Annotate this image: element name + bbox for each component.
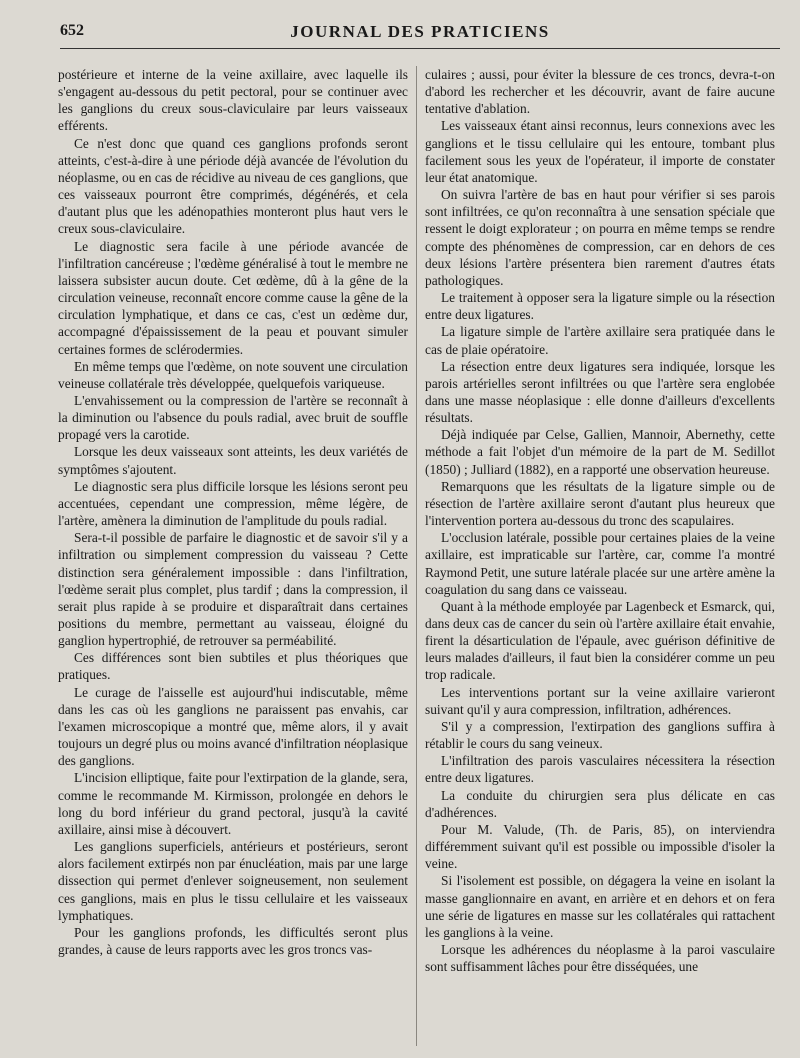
paragraph: Pour M. Valude, (Th. de Paris, 85), on interviendra différemment suivant qu'il est possible ou impossible d'isoler la veine. xyxy=(425,821,775,872)
paragraph: En même temps que l'œdème, on note souvent une circulation veineuse collatérale très développée, quelquefois variqueuse. xyxy=(58,358,408,391)
right-column xyxy=(425,66,775,975)
journal-title: JOURNAL DES PRATICIENS xyxy=(290,22,550,41)
paragraph: Le curage de l'aisselle est aujourd'hui indiscutable, même dans les cas où les ganglions ne paraissent pas envahis, car l'examen microscopique a montré que, même alors, il y avait toujours un degré plus ou moins avancé d'infiltration néoplasique des ganglions. xyxy=(58,684,408,769)
paragraph: L'incision elliptique, faite pour l'extirpation de la glande, sera, comme le recommande M. Kirmisson, prolongée en dehors le long du bord inférieur du grand pectoral, jusqu'à la cavité axillaire, ainsi mise à découvert. xyxy=(58,770,408,837)
paragraph: Le diagnostic sera plus difficile lorsque les lésions seront peu accentuées, cependant une compression, même légère, de l'artère, amènera la diminution de l'amplitude du pouls radial. xyxy=(58,478,408,529)
paragraph: Le traitement à opposer sera la ligature simple ou la résection entre deux ligatures. xyxy=(425,290,775,323)
paragraph: postérieure et interne de la veine axillaire, avec laquelle ils s'engagent au-dessous du petit pectoral, pour se continuer avec les ganglions du creux sous-claviculaire par leurs vaisseaux efférents. xyxy=(58,67,408,134)
paragraph: L'infiltration des parois vasculaires nécessitera la résection entre deux ligatures. xyxy=(425,753,775,786)
page-number: 652 xyxy=(60,22,84,39)
paragraph: La conduite du chirurgien sera plus délicate en cas d'adhérences. xyxy=(425,787,775,820)
paragraph: L'envahissement ou la compression de l'artère se reconnaît à la diminution ou l'absence du pouls radial, avec bruit de souffle propagé vers la carotide. xyxy=(58,392,408,443)
running-header xyxy=(60,22,780,49)
paragraph: On suivra l'artère de bas en haut pour vérifier si ses parois sont infiltrées, ce qu'on reconnaîtra à une sensation spéciale que ressent le doigt explorateur ; on pourra en même temps se rendre compte des phénomènes de compression, car en dehors de ces deux lésions l'artère présentera bien rarement d'autres états pathologiques. xyxy=(425,187,775,288)
paragraph: Lorsque les adhérences du néoplasme à la paroi vasculaire sont suffisamment lâches pour être disséquées, une xyxy=(425,941,775,975)
paragraph: Les vaisseaux étant ainsi reconnus, leurs connexions avec les ganglions et le tissu cellulaire qui les entoure, tombant plus facilement sous les yeux de l'opérateur, il importe de constater leur état anatomique. xyxy=(425,118,775,185)
paragraph: Les interventions portant sur la veine axillaire varieront suivant qu'il y aura compression, infiltration, adhérences. xyxy=(425,684,775,717)
paragraph: Remarquons que les résultats de la ligature simple ou de résection de l'artère axillaire seront d'autant plus heureux que l'intervention portera au-dessous du tronc des scapulaires. xyxy=(425,478,775,529)
paragraph: Les ganglions superficiels, antérieurs et postérieurs, seront alors facilement extirpés non par énucléation, mais par une large dissection qui permet d'enlever soigneusement, non seulement ces ganglions, mais en plus le tissu cellulaire et les vaisseaux lymphatiques. xyxy=(58,839,408,923)
paragraph: Quant à la méthode employée par Lagenbeck et Esmarck, qui, dans deux cas de cancer du sein où l'artère axillaire était envahie, firent la désarticulation de l'épaule, avec guérison définitive de leurs malades d'ailleurs, il faut bien la considérer comme un peu trop radicale. xyxy=(425,598,775,683)
column-divider xyxy=(416,66,417,1046)
paragraph: Sera-t-il possible de parfaire le diagnostic et de savoir s'il y a infiltration ou simplement compression du vaisseau ? Cette distinction sera généralement impossible : dans l'infiltration, l'œdème serait plus complet, plus tardif ; dans la compression, il serait plus rapide à se produire et disparaîtrait dans certaines positions du membre, permettant au vaisseau, éloigné du ganglion hypertrophié, de retrouver sa perméabilité. xyxy=(58,530,408,649)
paragraph: Pour les ganglions profonds, les difficultés seront plus grandes, à cause de leurs rapports avec les gros troncs vas- xyxy=(58,924,408,957)
paragraph: La résection entre deux ligatures sera indiquée, lorsque les parois artérielles seront infiltrées ou que l'artère sera englobée dans une masse néoplasique : elle donne d'ailleurs d'excellents résultats. xyxy=(425,358,775,426)
paragraph: Lorsque les deux vaisseaux sont atteints, les deux variétés de symptômes s'ajoutent. xyxy=(58,444,408,477)
paragraph: Déjà indiquée par Celse, Gallien, Mannoir, Abernethy, cette méthode a fait l'objet d'un mémoire de la part de M. Sedillot (1850) ; Julliard (1882), en a rapporté une observation heureuse. xyxy=(425,427,775,477)
paragraph: Ces différences sont bien subtiles et plus théoriques que pratiques. xyxy=(58,650,408,683)
paragraph: La ligature simple de l'artère axillaire sera pratiquée dans le cas de plaie opératoire. xyxy=(425,324,775,357)
paragraph: S'il y a compression, l'extirpation des ganglions suffira à rétablir le cours du sang veineux. xyxy=(425,718,775,752)
left-column xyxy=(58,66,408,958)
paragraph: L'occlusion latérale, possible pour certaines plaies de la veine axillaire, est impraticable sur l'artère, car, comme l'a montré Raymond Petit, une suture latérale placée sur une artère amène la coagulation du sang dans ce vaisseau. xyxy=(425,530,775,597)
paragraph: Ce n'est donc que quand ces ganglions profonds seront atteints, c'est-à-dire à une période déjà avancée de l'évolution du néoplasme, ou en cas de récidive au niveau de ces ganglions, que ces vaisseaux pourront être comprimés, dégénérés, et cela d'autant plus que les adénopathies monteront plus haut vers le creux sous-claviculaire. xyxy=(58,135,408,237)
paragraph: culaires ; aussi, pour éviter la blessure de ces troncs, devra-t-on d'abord les rechercher et les découvrir, avant de faire aucune tentative d'ablation. xyxy=(425,67,775,117)
paragraph: Si l'isolement est possible, on dégagera la veine en isolant la masse ganglionnaire en avant, en arrière et en dehors et on fera une série de ligatures en masse sur les collatérales qui rattachent les ganglions à la veine. xyxy=(425,873,775,940)
paragraph: Le diagnostic sera facile à une période avancée de l'infiltration cancéreuse ; l'œdème généralisé à tout le membre ne laissera subsister aucun doute. Cet œdème, dû à la gêne de la circulation veineuse, reconnaît encore comme cause la gêne de la circulation lymphatique, et dans ce cas, c'est un œdème dur, accompagné d'épaississement de la peau et pouvant simuler certaines formes de sclérodermies. xyxy=(58,238,408,357)
